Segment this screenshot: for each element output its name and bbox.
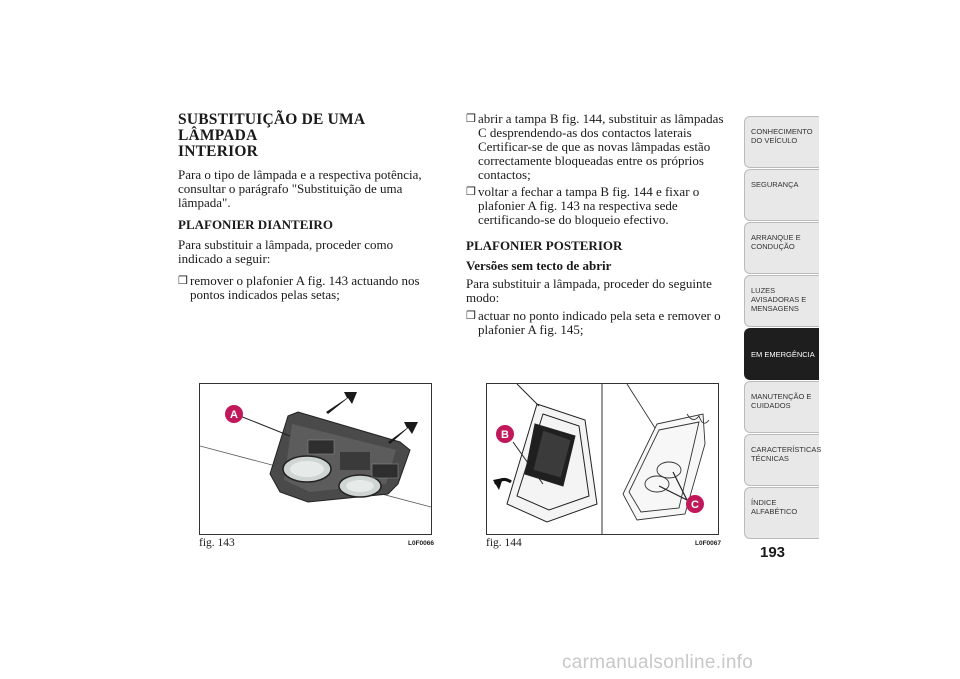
chapter-tabs (744, 116, 822, 540)
rear-steps (466, 309, 728, 337)
checkbox-bullet-icon: ❒ (466, 310, 476, 322)
tab-emergencia[interactable]: EM EMERGÊNCIA (744, 328, 819, 380)
tab-seguranca[interactable]: SEGURANÇA (744, 169, 819, 221)
subheading-versions: Versões sem tecto de abrir (466, 258, 612, 273)
subheading-front: PLAFONIER DIANTEIRO (178, 217, 333, 232)
right-column (466, 112, 728, 345)
front-steps (178, 274, 440, 302)
figure-143-code: L0F0066 (408, 540, 435, 547)
ceiling-light-illustration (200, 384, 431, 534)
list-item (178, 274, 440, 302)
list-item (466, 112, 728, 182)
tab-luzes[interactable]: LUZES AVISADORAS E MENSAGENS (744, 275, 819, 327)
figure-144 (486, 383, 719, 535)
list-item-text: voltar a fechar a tampa B fig. 144 e fixar o plafonier A fig. 143 na respectiva sede certificando-se do bloqueio efectivo. (478, 184, 700, 227)
list-item-text: actuar no ponto indicado pela seta e remover o plafonier A fig. 145; (478, 308, 721, 337)
tab-manutencao[interactable]: MANUTENÇÃO E CUIDADOS (744, 381, 819, 433)
checkbox-bullet-icon: ❒ (466, 186, 476, 198)
figure-143 (199, 383, 432, 535)
callout-a: A (230, 409, 238, 421)
light-disassembly-illustration (487, 384, 718, 534)
list-item-text: remover o plafonier A fig. 143 actuando nos pontos indicados pelas setas; (190, 273, 420, 302)
callout-c: C (691, 499, 699, 511)
figure-144-code: L0F0067 (695, 540, 722, 547)
list-item (466, 309, 728, 337)
checkbox-bullet-icon: ❒ (466, 113, 476, 125)
section-title-line2: INTERIOR (178, 143, 258, 160)
callout-b: B (501, 429, 509, 441)
front-steps-continued (466, 112, 728, 227)
watermark: carmanualsonline.info (562, 652, 754, 673)
tab-arranque[interactable]: ARRANQUE E CONDUÇÃO (744, 222, 819, 274)
list-item-text: abrir a tampa B fig. 144, substituir as lâmpadas C desprendendo-as dos contactos laterais Certificar-se de que as novas lâmpadas estão correctamente bloqueadas entre os próprios contactos; (478, 111, 724, 182)
tab-conhecimento[interactable]: CONHECIMENTO DO VEÍCULO (744, 116, 819, 168)
section-title-line1: SUBSTITUIÇÃO DE UMA LÂMPADA (178, 111, 365, 144)
checkbox-bullet-icon: ❒ (178, 275, 188, 287)
front-instruction: Para substituir a lâmpada, proceder como indicado a seguir: (178, 237, 394, 266)
intro-paragraph: Para o tipo de lâmpada e a respectiva potência, consultar o parágrafo "Substituição de uma lâmpada". (178, 167, 422, 210)
figure-144-caption: fig. 144 (486, 537, 522, 549)
left-column (178, 112, 440, 310)
page-number: 193 (760, 544, 786, 561)
section-title (178, 112, 440, 160)
figure-143-caption: fig. 143 (199, 537, 235, 549)
rear-instruction: Para substituir a lâmpada, proceder do seguinte modo: (466, 276, 712, 305)
tab-caracteristicas[interactable]: CARACTERÍSTICAS TÉCNICAS (744, 434, 819, 486)
list-item (466, 185, 728, 227)
tab-indice[interactable]: ÍNDICE ALFABÉTICO (744, 487, 819, 539)
subheading-rear: PLAFONIER POSTERIOR (466, 238, 623, 253)
